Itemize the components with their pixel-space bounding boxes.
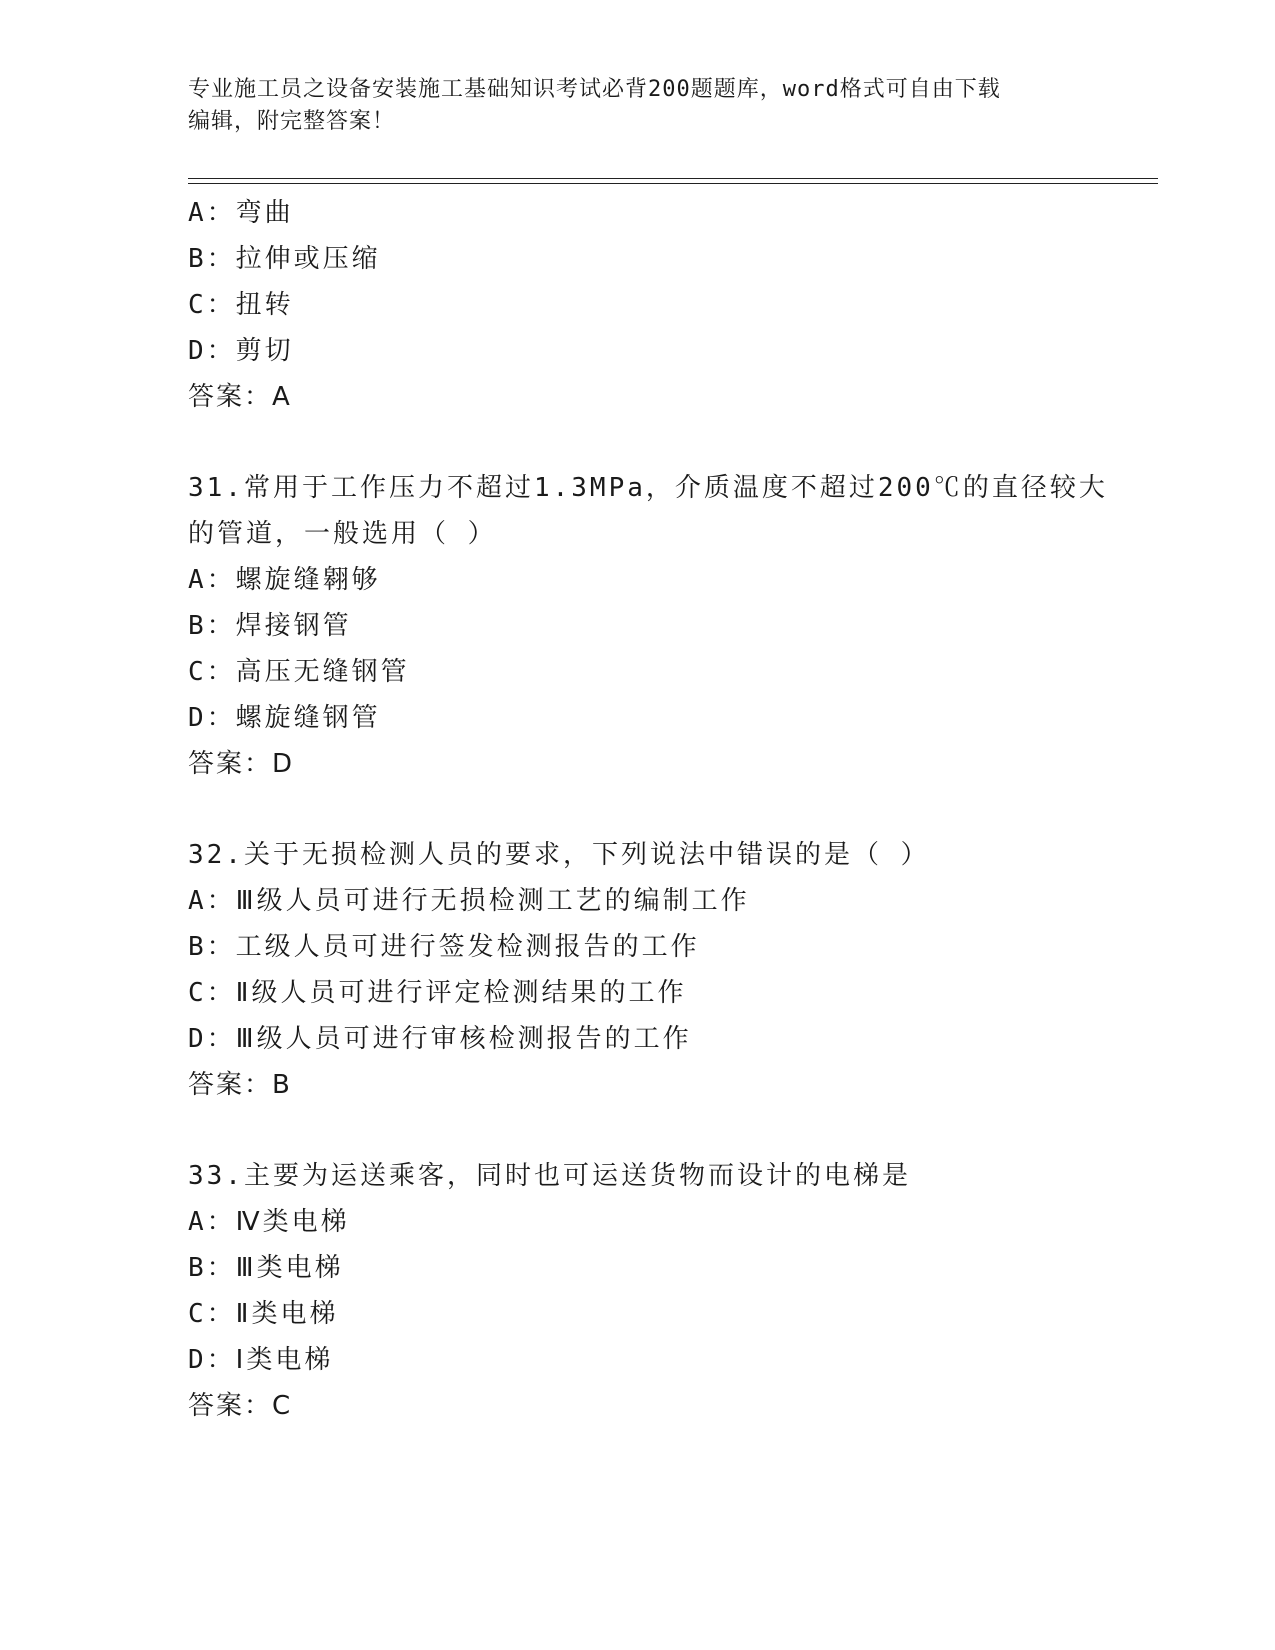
option-a: A：弯曲 <box>188 198 294 228</box>
option-b: B：焊接钢管 <box>188 611 352 641</box>
option-d: D：Ⅰ类电梯 <box>188 1345 334 1375</box>
question-33 <box>188 1153 1128 1429</box>
question-32 <box>188 832 1128 1108</box>
header-title-line-1: 专业施工员之设备安装施工基础知识考试必背200题题库，word格式可自由下载 <box>188 77 1001 102</box>
option-c: C：扭转 <box>188 290 294 320</box>
question-list <box>188 190 1128 1429</box>
option-a: A：Ⅲ级人员可进行无损检测工艺的编制工作 <box>188 886 750 916</box>
option-b: B：Ⅲ类电梯 <box>188 1253 344 1283</box>
question-31 <box>188 465 1128 787</box>
question-30-tail <box>188 190 1128 420</box>
question-stem: 32.关于无损检测人员的要求，下列说法中错误的是（ ） <box>188 840 930 870</box>
option-c: C：Ⅱ级人员可进行评定检测结果的工作 <box>188 978 687 1008</box>
option-d: D：Ⅲ级人员可进行审核检测报告的工作 <box>188 1024 692 1054</box>
question-stem-line-1: 31.常用于工作压力不超过1.3MPa，介质温度不超过200℃的直径较大 <box>188 473 1108 503</box>
answer: 答案：D <box>188 749 295 779</box>
answer: 答案：C <box>188 1391 293 1421</box>
header-divider-top <box>188 178 1158 179</box>
option-c: C：高压无缝钢管 <box>188 657 410 687</box>
header-title-line-2: 编辑，附完整答案！ <box>188 109 396 134</box>
option-a: A：螺旋缝翱够 <box>188 565 381 595</box>
answer: 答案：B <box>188 1070 292 1100</box>
option-d: D：剪切 <box>188 336 294 366</box>
option-b: B：工级人员可进行签发检测报告的工作 <box>188 932 700 962</box>
option-c: C：Ⅱ类电梯 <box>188 1299 339 1329</box>
option-d: D：螺旋缝钢管 <box>188 703 381 733</box>
answer: 答案：A <box>188 382 292 412</box>
option-b: B：拉伸或压缩 <box>188 244 381 274</box>
option-a: A：Ⅳ类电梯 <box>188 1207 350 1237</box>
question-stem: 33.主要为运送乘客，同时也可运送货物而设计的电梯是 <box>188 1161 911 1191</box>
header-divider-bottom <box>188 183 1158 184</box>
question-stem-line-2: 的管道，一般选用（ ） <box>188 519 497 549</box>
document-header <box>188 74 1068 138</box>
